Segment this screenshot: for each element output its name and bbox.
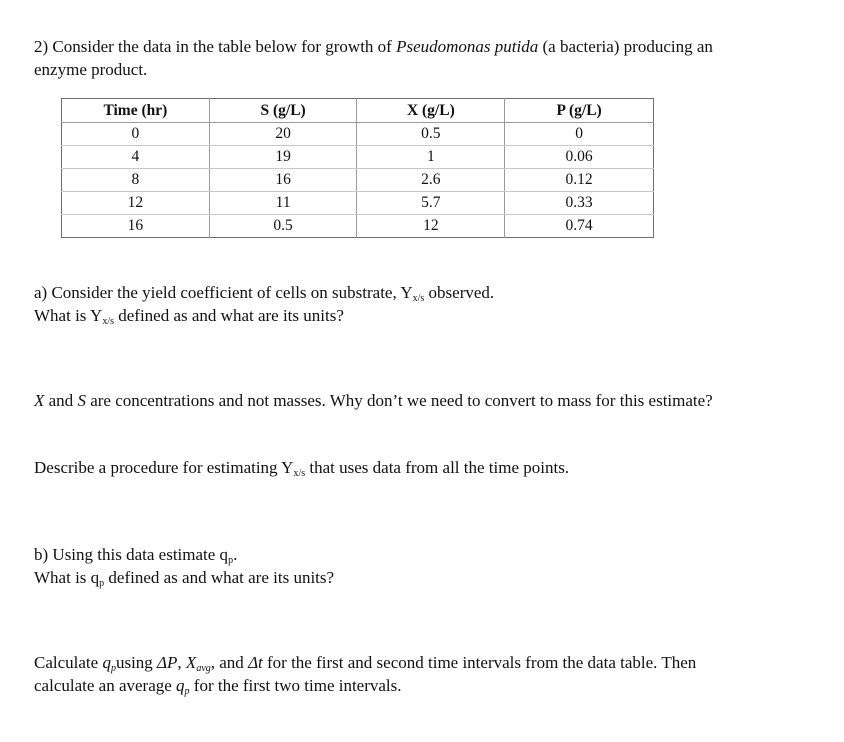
part-a-line-2 — [34, 304, 824, 327]
part-b-calc-line-2 — [34, 674, 824, 697]
part-a-text: that uses data from all the time points. — [305, 458, 570, 477]
table-header-row — [62, 99, 654, 123]
math-symbol: Δt — [248, 653, 263, 672]
part-b-text: calculate an average — [34, 676, 177, 695]
part-a-procedure-question — [34, 456, 824, 479]
part-a-text: What is Y — [34, 306, 103, 325]
table-row — [62, 146, 654, 169]
table-cell: 8 — [62, 169, 210, 192]
header-substrate: S (g/L) — [209, 99, 357, 123]
table-cell: 20 — [209, 123, 357, 146]
table-cell: 0 — [62, 123, 210, 146]
part-b-text: , — [177, 653, 186, 672]
part-b-text: using — [115, 653, 158, 672]
table-row — [62, 123, 654, 146]
subscript: p — [110, 663, 116, 674]
table-cell: 0.5 — [209, 215, 357, 238]
part-b-calculation-question — [34, 651, 824, 697]
part-b-calc-line-1 — [34, 651, 824, 674]
table-cell: 0.5 — [357, 123, 505, 146]
table-row — [62, 215, 654, 238]
part-a-line-1 — [34, 281, 824, 304]
part-b-text: Calculate — [34, 653, 103, 672]
part-a-text: and — [44, 391, 78, 410]
question-line-2: enzyme product. — [34, 60, 148, 79]
table-cell: 4 — [62, 146, 210, 169]
math-symbol: q — [102, 653, 111, 672]
part-b-question — [34, 543, 824, 589]
table-row — [62, 169, 654, 192]
part-b-text: defined as and what are its units? — [104, 568, 335, 587]
header-time: Time (hr) — [62, 99, 210, 123]
subscript: x/s — [412, 293, 425, 304]
part-a-text: Describe a procedure for estimating Y — [34, 458, 294, 477]
table-cell: 0.33 — [505, 192, 654, 215]
part-b-text: , and — [210, 653, 249, 672]
table-cell: 16 — [127, 217, 144, 234]
part-a-concentration-question — [34, 389, 834, 412]
math-symbol: q — [176, 676, 185, 695]
table-cell: 0.12 — [505, 169, 654, 192]
question-intro — [34, 35, 824, 81]
table-cell: 0.74 — [505, 215, 654, 238]
part-b-text: . — [233, 545, 238, 564]
table-cell: 0.06 — [505, 146, 654, 169]
question-text: 2) Consider the data in the table below for growth of — [34, 37, 397, 56]
table-cell: 19 — [209, 146, 357, 169]
part-b-text: for the first two time intervals. — [189, 676, 402, 695]
table-cell: 2.6 — [357, 169, 505, 192]
subscript: x/s — [102, 316, 114, 327]
growth-data-table — [61, 98, 654, 238]
subscript: p — [228, 555, 234, 566]
table-cell: 12 — [357, 215, 505, 238]
part-b-text: What is q — [34, 568, 100, 587]
table-cell: 5.7 — [357, 192, 505, 215]
part-a-text: defined as and what are its units? — [113, 306, 344, 325]
table-cell: 1 — [357, 146, 505, 169]
math-symbol: ΔP — [157, 653, 178, 672]
table-cell: 0 — [505, 123, 654, 146]
table-cell: 16 — [209, 169, 357, 192]
subscript: x/s — [293, 468, 306, 479]
header-cells: X (g/L) — [357, 99, 505, 123]
subscript: avg — [196, 663, 211, 674]
part-a-question — [34, 281, 824, 327]
part-a-text: observed. — [424, 283, 495, 302]
question-line-1 — [34, 35, 824, 58]
header-product: P (g/L) — [505, 99, 654, 123]
math-symbol: X — [185, 653, 197, 672]
part-b-line-1 — [34, 543, 824, 566]
math-symbol: X — [34, 391, 45, 410]
part-b-text: b) Using this data estimate q — [34, 545, 229, 564]
part-a-text: a) Consider the yield coefficient of cells on substrate, Y — [34, 283, 413, 302]
subscript: p — [184, 686, 190, 697]
subscript: p — [99, 578, 105, 589]
part-b-text: for the first and second time intervals from the data table. Then — [262, 653, 697, 672]
table-cell: 12 — [62, 192, 210, 215]
question-text: (a bacteria) producing an — [538, 37, 713, 56]
table-row — [62, 192, 654, 215]
math-symbol: S — [77, 391, 86, 410]
part-b-line-2 — [34, 566, 824, 589]
organism-name: Pseudomonas putida — [396, 37, 539, 56]
part-a-text: are concentrations and not masses. Why don’t we need to convert to mass for this estimate? — [85, 391, 713, 410]
table-cell: 11 — [209, 192, 357, 215]
